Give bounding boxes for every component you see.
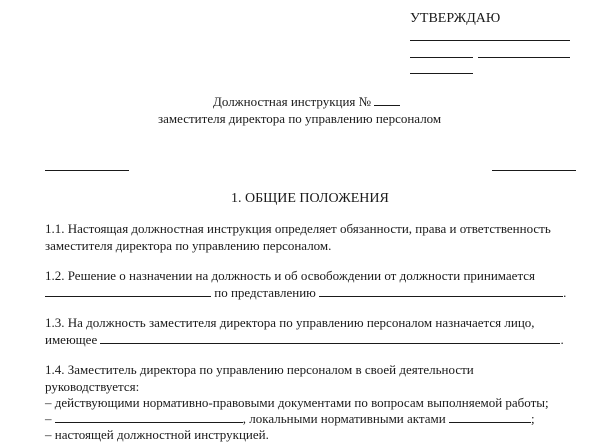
list-item-3: – настоящей должностной инструкцией.	[45, 427, 269, 442]
date-blank-right	[492, 170, 576, 171]
local-acts-blank	[449, 410, 531, 423]
paragraph-1-4-line-1: 1.4. Заместитель директора по управлению персоналом в своей деятельности	[45, 362, 474, 377]
approval-name-line-2	[478, 57, 570, 58]
approval-signature-line	[410, 40, 570, 41]
paragraph-1-2-line-2	[45, 284, 566, 301]
section-heading: 1. ОБЩИЕ ПОЛОЖЕНИЯ	[231, 191, 389, 206]
appointing-authority-blank	[45, 284, 211, 297]
document-title	[213, 93, 400, 110]
paragraph-1-4-line-2: руководствуется:	[45, 379, 140, 394]
paragraph-1-1-line-2: заместителя директора по управлению персоналом.	[45, 238, 332, 253]
paragraph-1-1-line-1: 1.1. Настоящая должностная инструкция определяет обязанности, права и ответственность	[45, 221, 551, 236]
document-title-text: Должностная инструкция №	[213, 94, 372, 109]
list-item-1: – действующими нормативно-правовыми документами по вопросам выполняемой работы;	[45, 395, 549, 410]
charter-blank	[55, 410, 243, 423]
list-item-2	[45, 410, 535, 427]
list-item-2-end: ;	[530, 411, 535, 426]
paragraph-1-3-text: имеющее	[45, 332, 98, 347]
paragraph-1-3-line-1: 1.3. На должность заместителя директора по управлению персоналом назначается лицо,	[45, 315, 535, 330]
document-number-blank	[374, 93, 400, 106]
document-subtitle: заместителя директора по управлению персоналом	[158, 111, 442, 126]
approval-date-line	[410, 73, 473, 74]
approval-name-line-1	[410, 57, 473, 58]
paragraph-1-3-end: .	[560, 332, 564, 347]
paragraph-1-2-line-1: 1.2. Решение о назначении на должность и об освобождении от должности принимается	[45, 268, 536, 283]
recommender-blank	[319, 284, 563, 297]
date-blank-left	[45, 170, 129, 171]
paragraph-1-3-line-2	[45, 331, 564, 348]
qualification-blank	[100, 331, 560, 344]
list-item-2-mid: , локальными нормативными актами	[242, 411, 446, 426]
paragraph-1-2-mid-text: по представлению	[214, 285, 316, 300]
paragraph-1-2-end: .	[563, 285, 567, 300]
list-item-2-dash: –	[45, 411, 52, 426]
approval-heading: УТВЕРЖДАЮ	[410, 11, 501, 26]
